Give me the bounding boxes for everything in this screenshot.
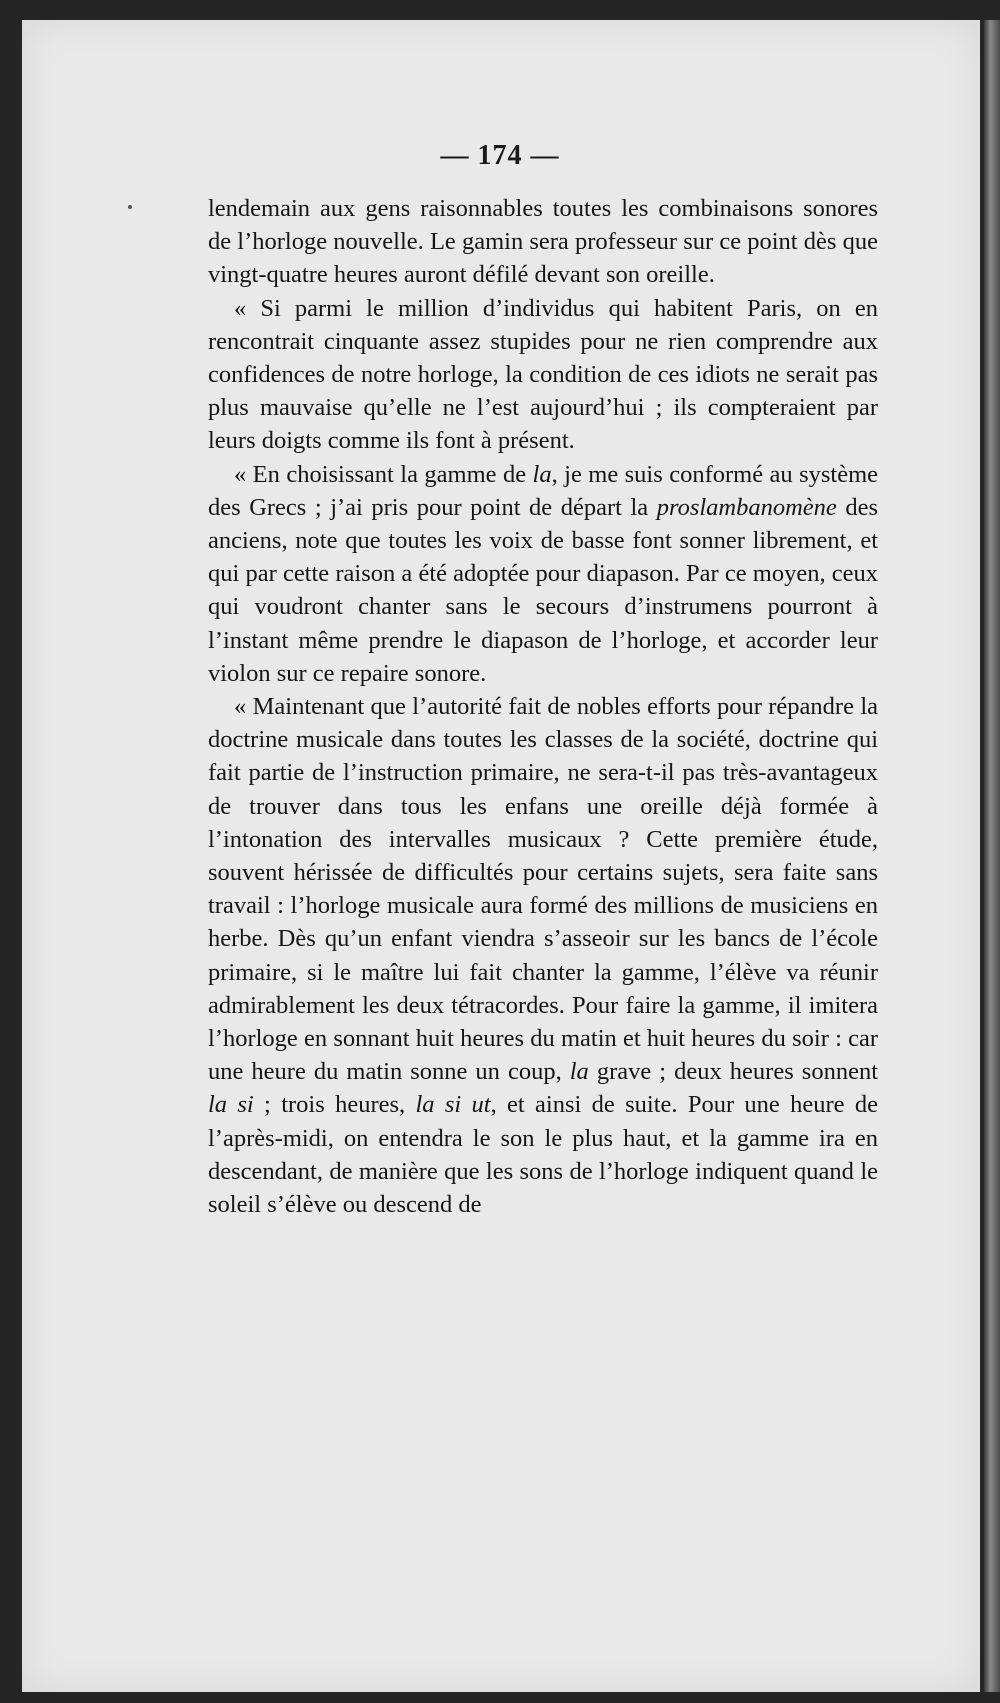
page-edge-strip bbox=[984, 20, 1000, 1692]
paragraph-4-text-d: , et ainsi de suite. Pour une heure de l’après-midi, on entendra le son le plus haut, et la gamme ira en descendant, de manière que les sons de l’horloge indiquent quand le soleil s’élève ou descend de bbox=[208, 1091, 878, 1219]
paragraph-3-text-b: , je me suis conformé au système des Grecs ; j’ai pris pour point de départ la bbox=[208, 460, 879, 521]
paragraph-4 bbox=[208, 690, 878, 1221]
paragraph-4-text-a: « Maintenant que l’autorité fait de nobles efforts pour répandre la doctrine musicale dans toutes les classes de la société, doctrine qui fait partie de l’instruction primaire, ne sera-t-il pas très-avantageux de trouver dans tous les enfans une oreille déjà formée à l’intonation des intervalles musicaux ? Cette première étude, souvent hérissée de difficultés pour certains sujets, sera faite sans travail : l’horloge musicale aura formé des millions de musiciens en herbe. Dès qu’un enfant viendra s’asseoir sur les bancs de l’école primaire, si le maître lui fait chanter la gamme, l’élève va réunir admirablement les deux tétracordes. Pour faire la gamme, il imitera l’horloge en sonnant huit heures du matin et huit heures du soir : car une heure du matin sonne un coup, bbox=[208, 693, 878, 1086]
body-text bbox=[208, 192, 878, 1221]
margin-mark bbox=[128, 205, 132, 209]
paragraph-4-text-b: grave ; deux heures sonnent bbox=[588, 1058, 878, 1086]
italic-note-la: la bbox=[569, 1058, 589, 1086]
paragraph-2: « Si parmi le million d’individus qui habitent Paris, on en rencontrait cinquante assez stupides pour ne rien comprendre aux confidences de notre horloge, la condition de ces idiots ne serait pas plus mauvaise qu’elle ne l’est aujourd’hui ; ils compteraient par leurs doigts comme ils font à présent. bbox=[208, 294, 878, 455]
paragraph-1: lendemain aux gens raisonnables toutes les combinaisons sonores de l’horloge nouvelle. Le gamin sera professeur sur ce point dès que vingt-quatre heures auront défilé devant son oreille. bbox=[208, 195, 878, 289]
paragraph-3 bbox=[208, 458, 878, 690]
italic-note-la-si: la si bbox=[208, 1091, 254, 1119]
italic-term-proslambanomene: proslambanomène bbox=[656, 493, 837, 521]
italic-note-la-si-ut: la si ut bbox=[415, 1091, 491, 1119]
paragraph-3-text-a: « En choisissant la gamme de bbox=[234, 460, 533, 488]
paragraph-4-text-c: ; trois heures, bbox=[253, 1091, 416, 1119]
italic-term-la: la bbox=[532, 460, 552, 488]
page-number: — 174 — bbox=[440, 140, 560, 171]
paragraph-3-text-c: des anciens, note que toutes les voix de basse font sonner librement, et qui par cette raison a été adoptée pour diapason. Par ce moyen, ceux qui voudront chanter sans le secours d’instrumens pourront à l’instant même prendre le diapason de l’horloge, et accorder leur violon sur ce repaire sonore. bbox=[208, 493, 878, 687]
